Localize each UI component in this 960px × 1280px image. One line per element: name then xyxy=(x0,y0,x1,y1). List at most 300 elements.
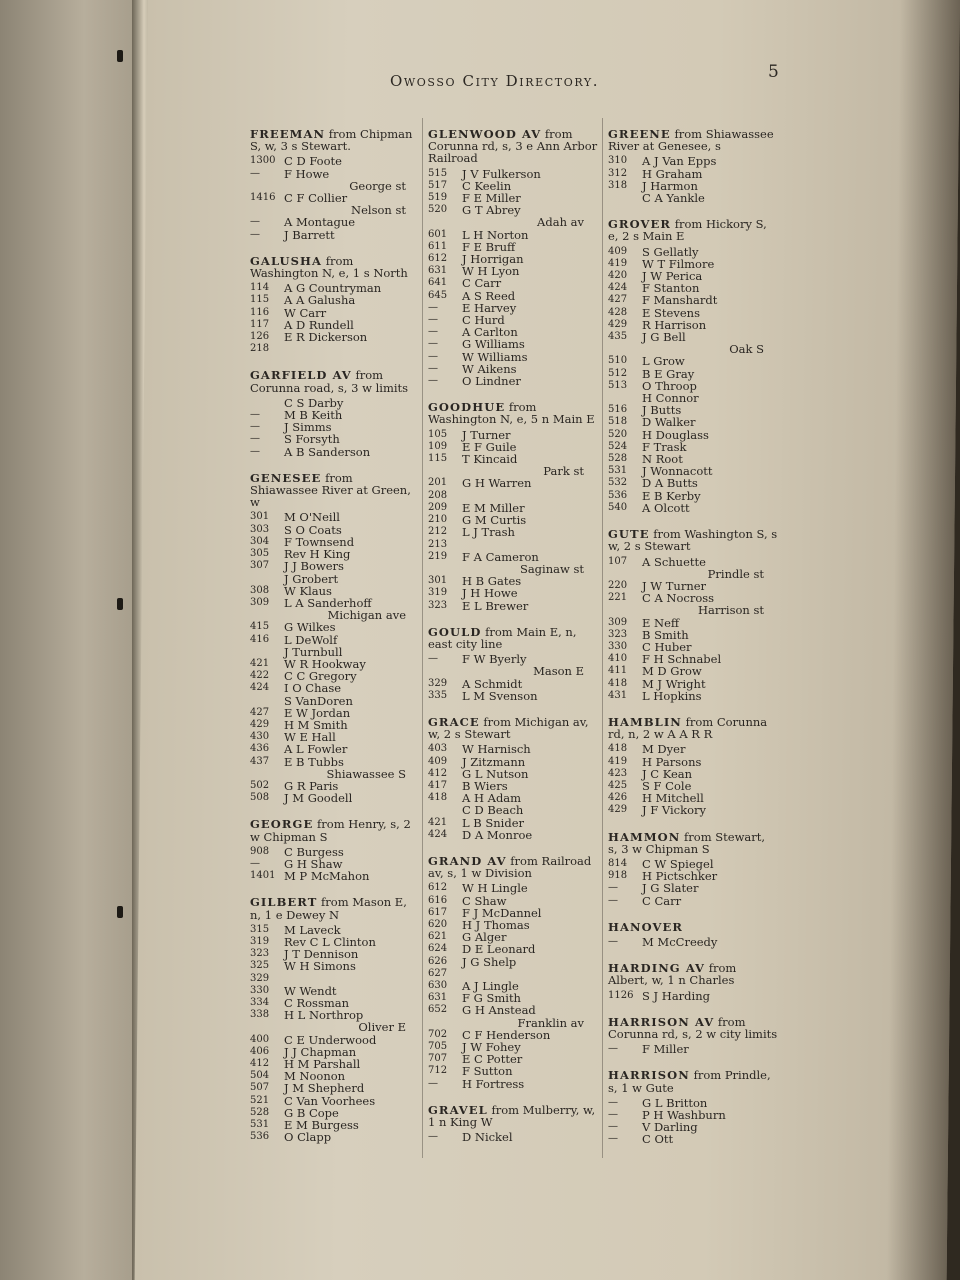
house-number: 520 xyxy=(428,204,448,216)
street-heading xyxy=(250,896,420,920)
house-number: 422 xyxy=(250,670,270,682)
resident-name: S O Coats xyxy=(284,522,342,537)
street-description: from Corunna rd, n, 2 w A A R R xyxy=(608,714,768,742)
house-number: 437 xyxy=(250,755,270,767)
street-description: from Washington N, e, 5 n Main E xyxy=(428,400,595,427)
resident-name: F Howe xyxy=(284,166,330,181)
street-section xyxy=(428,1104,598,1156)
resident-entry xyxy=(250,792,420,804)
street-name: HARRISON xyxy=(608,1068,690,1083)
resident-name: C D Beach xyxy=(462,803,524,818)
street-name: GEORGE xyxy=(250,817,314,832)
resident-name: C Carr xyxy=(642,893,682,908)
house-number: 213 xyxy=(428,538,448,550)
house-number: 318 xyxy=(608,179,628,191)
house-number xyxy=(250,397,284,409)
section-gap xyxy=(608,702,778,714)
resident-name: J J Chapman xyxy=(284,1044,357,1059)
resident-name: D A Butts xyxy=(642,476,698,491)
resident-name: F Trask xyxy=(642,439,687,454)
resident-name: A A Galusha xyxy=(284,293,356,308)
resident-name: N Root xyxy=(642,452,683,467)
street-heading xyxy=(250,818,420,842)
column-rule xyxy=(422,118,423,1158)
street-heading xyxy=(608,1016,778,1040)
resident-name: A G Countryman xyxy=(284,281,382,296)
street-description: from Railroad av, s, 1 w Division xyxy=(428,853,592,881)
house-number: — xyxy=(608,1133,618,1145)
resident-name: C Rossman xyxy=(284,996,350,1010)
street-description: from Washington N, e, 1 s North xyxy=(250,253,408,281)
resident-entry xyxy=(608,429,778,441)
resident-name: H M Smith xyxy=(284,717,348,732)
street-heading xyxy=(608,528,778,552)
resident-entry xyxy=(608,355,778,367)
house-number: 330 xyxy=(608,640,628,652)
resident-name: E B Tubbs xyxy=(284,754,344,769)
resident-entry xyxy=(608,416,778,428)
resident-entry xyxy=(250,870,420,882)
section-gap xyxy=(428,841,598,853)
house-number: 645 xyxy=(428,289,448,301)
resident-entry xyxy=(250,168,420,180)
section-gap xyxy=(250,1143,420,1155)
resident-entry xyxy=(428,168,598,180)
house-number: 641 xyxy=(428,277,448,289)
resident-entry xyxy=(608,1043,778,1055)
house-number xyxy=(250,573,284,585)
house-number: 424 xyxy=(250,682,270,694)
resident-name: H M Parshall xyxy=(284,1057,361,1072)
resident-name: C W Spiegel xyxy=(642,856,714,871)
street-heading xyxy=(428,626,598,650)
house-number: 201 xyxy=(428,477,448,489)
resident-name: M McCreedy xyxy=(642,934,718,949)
resident-entry xyxy=(428,804,598,816)
resident-name: A D Rundell xyxy=(284,317,354,332)
resident-name: S Gellatly xyxy=(642,244,699,259)
house-number: 309 xyxy=(250,596,270,608)
house-number: 412 xyxy=(428,767,448,779)
house-number xyxy=(250,646,284,658)
house-number: 116 xyxy=(250,306,270,318)
house-number: 510 xyxy=(608,355,628,367)
house-number: 115 xyxy=(428,453,448,465)
resident-entry xyxy=(250,560,420,572)
street-description: from Corunna rd, s, 3 e Ann Arbor Railroad xyxy=(428,127,598,166)
resident-entry xyxy=(428,587,598,599)
street-section xyxy=(608,962,778,1014)
street-description: from Mason E, n, 1 e Dewey N xyxy=(250,895,407,922)
house-number: 420 xyxy=(608,270,628,282)
house-number: — xyxy=(608,935,618,947)
street-name: GOODHUE xyxy=(428,400,506,415)
resident-name: D Walker xyxy=(642,415,696,430)
resident-name: C E Underwood xyxy=(284,1032,377,1047)
resident-name: C C Gregory xyxy=(284,669,357,684)
house-number: 419 xyxy=(608,755,628,767)
resident-name: G R Paris xyxy=(284,778,339,793)
street-section xyxy=(250,255,420,368)
house-number: — xyxy=(608,1109,618,1121)
resident-name: E W Jordan xyxy=(284,705,351,720)
house-number: 303 xyxy=(250,523,270,535)
resident-name: W E Hall xyxy=(284,730,336,745)
street-description: from Hickory S, e, 2 s Main E xyxy=(608,217,767,244)
resident-name: J Turner xyxy=(462,427,511,442)
section-gap xyxy=(608,1146,778,1158)
house-number: 208 xyxy=(428,489,448,501)
house-number: 323 xyxy=(608,628,628,640)
street-description: from Chipman S, w, 3 s Stewart. xyxy=(250,127,413,154)
street-section xyxy=(608,831,778,919)
resident-name: M Dyer xyxy=(642,742,686,757)
resident-name: J M Goodell xyxy=(284,791,353,806)
resident-entry xyxy=(608,556,778,568)
house-number: 219 xyxy=(428,550,448,562)
street-section xyxy=(608,528,778,714)
house-number: 421 xyxy=(250,657,270,669)
street-name: GLENWOOD AV xyxy=(428,127,542,141)
house-number: — xyxy=(428,362,438,374)
resident-entry xyxy=(250,155,420,167)
house-number: 107 xyxy=(608,555,628,567)
house-number: 323 xyxy=(428,599,448,611)
house-number: — xyxy=(250,228,260,240)
resident-entry xyxy=(608,192,778,204)
street-name: GREENE xyxy=(608,127,671,141)
house-number: — xyxy=(250,433,260,445)
house-number: 415 xyxy=(250,621,270,633)
house-number: 513 xyxy=(608,379,628,391)
house-number: — xyxy=(428,653,438,665)
binding-staple xyxy=(117,50,123,62)
street-heading xyxy=(428,128,598,165)
resident-entry xyxy=(428,1065,598,1077)
house-number: 309 xyxy=(608,616,628,628)
resident-name: V Darling xyxy=(642,1120,698,1135)
resident-name: A Carlton xyxy=(462,325,518,340)
house-number: 105 xyxy=(428,428,448,440)
directory-column-2 xyxy=(428,128,598,1157)
resident-name: F E Bruff xyxy=(462,239,516,254)
house-number: — xyxy=(608,1121,618,1133)
resident-name: E R Dickerson xyxy=(284,330,368,345)
resident-name: A Montague xyxy=(284,215,356,230)
resident-entry xyxy=(428,338,598,350)
house-number: 627 xyxy=(428,967,448,979)
resident-name: E Harvey xyxy=(462,300,517,315)
house-number: 524 xyxy=(608,440,628,452)
resident-name: B Smith xyxy=(642,627,689,642)
street-name: GROVER xyxy=(608,217,672,232)
cross-street: Franklin av xyxy=(517,1015,584,1030)
resident-name: J W Fohey xyxy=(462,1040,521,1055)
street-heading xyxy=(428,401,598,425)
house-number: 425 xyxy=(608,779,628,791)
resident-name: H Connor xyxy=(642,391,699,406)
house-number: 528 xyxy=(608,453,628,465)
house-number: 428 xyxy=(608,306,628,318)
street-description: from Henry, s, 2 w Chipman S xyxy=(250,817,411,844)
house-number: — xyxy=(428,301,438,313)
house-number: 1126 xyxy=(608,989,634,1001)
resident-name: L J Trash xyxy=(462,525,515,540)
resident-name: C F Collier xyxy=(284,191,348,206)
resident-name: J Barrett xyxy=(284,227,335,242)
street-heading xyxy=(428,1104,598,1128)
resident-name: C A Nocross xyxy=(642,591,715,606)
house-number: 312 xyxy=(608,167,628,179)
house-number: 421 xyxy=(428,816,448,828)
house-number: 409 xyxy=(608,245,628,257)
street-description: from Shiawassee River at Green, w xyxy=(250,470,411,510)
resident-entry xyxy=(428,817,598,829)
house-number: 521 xyxy=(250,1094,270,1106)
house-number: 616 xyxy=(428,894,448,906)
house-number: 212 xyxy=(428,526,448,538)
street-heading xyxy=(428,716,598,740)
house-number: 301 xyxy=(250,511,270,523)
resident-name: J Zitzmann xyxy=(462,754,526,769)
street-name: GALUSHA xyxy=(250,253,323,268)
house-number: 436 xyxy=(250,743,270,755)
resident-name: E M Miller xyxy=(462,500,525,515)
resident-name: W Williams xyxy=(462,349,528,364)
resident-name: A H Adam xyxy=(462,791,522,806)
house-number: 512 xyxy=(608,367,628,379)
resident-entry xyxy=(250,743,420,755)
resident-name: S F Cole xyxy=(642,778,692,793)
resident-entry xyxy=(250,573,420,585)
street-heading xyxy=(250,255,420,279)
resident-name: J T Dennison xyxy=(284,947,359,962)
binding-staple xyxy=(117,906,123,918)
resident-entry xyxy=(428,600,598,612)
house-number: 431 xyxy=(608,689,628,701)
resident-entry xyxy=(608,1133,778,1145)
street-name: GRAND AV xyxy=(428,853,507,868)
resident-entry xyxy=(250,621,420,633)
house-number: 424 xyxy=(608,282,628,294)
house-number: 611 xyxy=(428,240,448,252)
house-number: 601 xyxy=(428,228,448,240)
resident-entry xyxy=(608,246,778,258)
resident-entry xyxy=(428,277,598,289)
resident-name: C A Yankle xyxy=(642,191,705,206)
resident-name: W Aikens xyxy=(462,361,517,376)
resident-name: Rev C L Clinton xyxy=(284,934,376,949)
house-number: 1401 xyxy=(250,870,276,882)
street-section xyxy=(250,128,420,253)
street-description: from Prindle, s, 1 w Gute xyxy=(608,1068,771,1095)
cross-street: Michigan ave xyxy=(327,608,406,623)
resident-name: C Huber xyxy=(642,639,692,654)
resident-name: A L Fowler xyxy=(284,742,348,757)
resident-name: G L Nutson xyxy=(462,766,529,781)
house-number: 109 xyxy=(428,440,448,452)
street-heading xyxy=(608,962,778,986)
house-number: 323 xyxy=(250,948,270,960)
resident-name: A J Lingle xyxy=(462,979,519,993)
house-number: 508 xyxy=(250,792,270,804)
resident-name: C D Foote xyxy=(284,154,342,169)
street-name: HARRISON AV xyxy=(608,1014,715,1029)
resident-name: J Wonnacott xyxy=(642,464,713,479)
cross-street: Nelson st xyxy=(351,203,406,218)
street-name: GOULD xyxy=(428,624,482,639)
house-number: 329 xyxy=(428,677,448,689)
resident-name: C Carr xyxy=(462,276,502,291)
resident-entry xyxy=(428,690,598,702)
resident-name: F E Miller xyxy=(462,191,521,206)
resident-entry xyxy=(608,990,778,1002)
house-number: 334 xyxy=(250,997,270,1008)
cross-street: Prindle st xyxy=(707,566,764,581)
section-gap xyxy=(428,1090,598,1102)
resident-name: M P McMahon xyxy=(284,869,370,884)
street-name: GRACE xyxy=(428,714,480,729)
street-name: GILBERT xyxy=(250,895,318,910)
resident-entry xyxy=(608,294,778,306)
resident-name: J Harmon xyxy=(642,178,698,193)
street-section xyxy=(608,716,778,829)
resident-entry xyxy=(428,1053,598,1065)
house-number: 338 xyxy=(250,1009,270,1021)
resident-name: C Burgess xyxy=(284,844,344,859)
directory-column-1 xyxy=(250,128,420,1157)
house-number: — xyxy=(250,857,260,869)
house-number: 301 xyxy=(428,575,448,587)
resident-name: W Carr xyxy=(284,305,327,320)
resident-name: A J Van Epps xyxy=(642,154,717,169)
house-number: 419 xyxy=(608,257,628,269)
resident-name: W Harnisch xyxy=(462,742,531,757)
cross-street: Shiawassee S xyxy=(326,766,406,781)
house-number: 426 xyxy=(608,792,628,804)
resident-name: A Schuette xyxy=(642,554,706,569)
house-number: 308 xyxy=(250,584,270,596)
street-heading xyxy=(608,716,778,740)
street-section xyxy=(428,626,598,714)
resident-name: C Keelin xyxy=(462,178,512,193)
house-number: 502 xyxy=(250,779,270,791)
house-number: — xyxy=(428,375,438,387)
resident-name: F W Byerly xyxy=(462,652,527,667)
resident-name: S J Harding xyxy=(642,988,710,1003)
street-name: GENESEE xyxy=(250,470,322,485)
resident-name: H Douglass xyxy=(642,427,709,442)
house-number: 409 xyxy=(428,755,448,767)
house-number: 519 xyxy=(428,192,448,204)
resident-entry xyxy=(250,1131,420,1143)
left-page-edge xyxy=(0,0,140,1280)
resident-entry xyxy=(250,409,420,421)
house-number: 417 xyxy=(428,779,448,791)
house-number: 427 xyxy=(608,294,628,306)
house-number: 504 xyxy=(250,1070,270,1082)
resident-entry xyxy=(608,490,778,502)
street-heading xyxy=(250,128,420,152)
resident-name: W R Hookway xyxy=(284,656,366,671)
resident-name: G Wilkes xyxy=(284,620,336,635)
resident-name: H Mitchell xyxy=(642,791,704,806)
resident-entry xyxy=(428,895,598,907)
resident-name: C Van Voorhees xyxy=(284,1093,376,1108)
house-number: 319 xyxy=(428,587,448,599)
house-number: 631 xyxy=(428,992,448,1004)
resident-name: S VanDoren xyxy=(284,693,353,708)
resident-name: J H Howe xyxy=(462,586,518,601)
resident-entry xyxy=(608,155,778,167)
house-number xyxy=(608,392,642,404)
resident-name: J Butts xyxy=(642,403,682,418)
resident-name: J G Bell xyxy=(642,330,686,345)
resident-name: L B Snider xyxy=(462,815,525,830)
street-name: HAMMON xyxy=(608,829,681,844)
house-number: 115 xyxy=(250,294,270,306)
resident-entry xyxy=(250,446,420,458)
house-number: 712 xyxy=(428,1065,448,1077)
house-number: 325 xyxy=(250,960,270,972)
resident-entry xyxy=(250,433,420,445)
resident-name: H Fortress xyxy=(462,1076,525,1091)
resident-name: W H Simons xyxy=(284,959,356,974)
resident-name: F H Schnabel xyxy=(642,652,722,667)
street-description: from Stewart, s, 3 w Chipman S xyxy=(608,829,766,856)
house-number: 304 xyxy=(250,535,270,547)
resident-entry xyxy=(428,229,598,241)
house-number: 626 xyxy=(428,955,448,967)
resident-entry xyxy=(428,1004,598,1016)
resident-name: F Townsend xyxy=(284,534,355,549)
resident-name: A S Reed xyxy=(462,288,516,303)
house-number: 1300 xyxy=(250,155,276,167)
house-number: 424 xyxy=(428,828,448,840)
resident-entry xyxy=(250,216,420,228)
house-number xyxy=(428,804,462,816)
resident-entry xyxy=(608,617,778,629)
house-number: 416 xyxy=(250,633,270,645)
resident-entry xyxy=(250,1034,420,1046)
section-gap xyxy=(428,387,598,399)
resident-name: G M Curtis xyxy=(462,513,527,528)
house-number: 617 xyxy=(428,906,448,918)
resident-name: J G Slater xyxy=(642,881,699,896)
section-gap xyxy=(608,907,778,919)
street-name: HANOVER xyxy=(608,919,684,934)
house-number: 612 xyxy=(428,882,448,894)
section-gap xyxy=(608,817,778,829)
resident-entry xyxy=(250,973,420,985)
resident-name: G B Cope xyxy=(284,1105,339,1120)
house-number xyxy=(608,192,642,204)
street-name: GARFIELD AV xyxy=(250,368,352,383)
cross-street: Park st xyxy=(543,464,584,479)
cross-street: Saginaw st xyxy=(519,561,584,576)
house-number: 536 xyxy=(250,1131,270,1143)
house-number: 218 xyxy=(250,343,270,355)
section-gap xyxy=(428,612,598,624)
resident-entry xyxy=(428,526,598,538)
resident-entry xyxy=(250,1082,420,1094)
cross-street: George st xyxy=(349,178,406,193)
resident-entry xyxy=(250,343,420,355)
resident-name: F Miller xyxy=(642,1042,689,1057)
street-description: from Main E, n, east city line xyxy=(428,624,577,651)
resident-entry xyxy=(428,375,598,387)
resident-entry xyxy=(428,756,598,768)
